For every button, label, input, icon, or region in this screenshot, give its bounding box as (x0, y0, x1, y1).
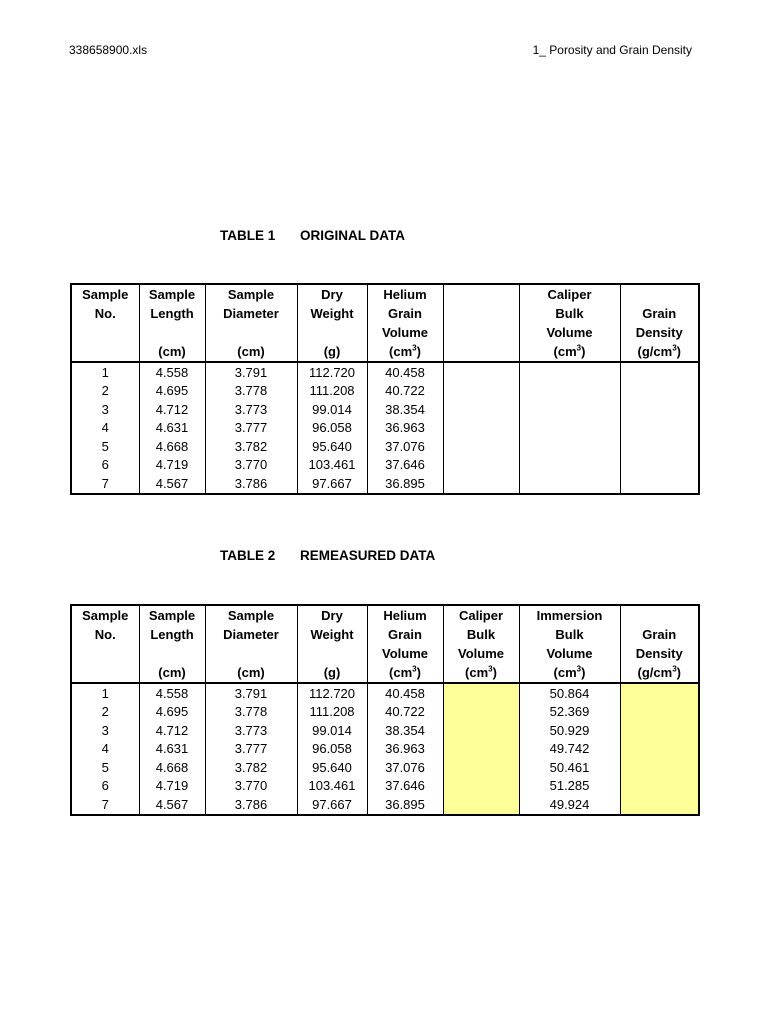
table1-header-cell (367, 284, 443, 343)
table1-cell: 3.773 (205, 400, 297, 419)
table2-header-line: Grain (642, 626, 677, 642)
table2-row (71, 721, 699, 740)
table2-header-line: Sample (148, 608, 196, 623)
table1-header-line: Density (635, 324, 683, 340)
table2-cell: 49.924 (519, 795, 620, 815)
table1-unit-cell (297, 343, 367, 362)
table2-title: REMEASURED DATA (300, 548, 436, 563)
table2-cell: 40.458 (367, 683, 443, 703)
table2-cell: 3.777 (205, 740, 297, 759)
table2-header-line: Helium (383, 608, 427, 623)
table2-unit-close: ) (676, 665, 681, 680)
table1-row (71, 362, 699, 382)
table2-unit-cell (297, 664, 367, 683)
table1-header-cell (443, 284, 519, 343)
table2-cell: 40.722 (367, 703, 443, 722)
table1-cell: 4 (71, 419, 139, 438)
table1-unit-cell (139, 343, 205, 362)
table2-header-cell (620, 605, 699, 664)
table1-unit: (cm (389, 344, 413, 359)
table1-unit-cell (620, 343, 699, 362)
table2-row (71, 777, 699, 796)
table1-cell: 37.646 (367, 456, 443, 475)
table2-header-line: Sample (82, 608, 129, 623)
table2-header-cell (205, 605, 297, 664)
table1-cell (620, 362, 699, 382)
table2-cell: 111.208 (297, 703, 367, 722)
table1-cell: 4.567 (139, 474, 205, 494)
table1-unit-cell (519, 343, 620, 362)
table1-cell (443, 456, 519, 475)
table1 (70, 283, 700, 495)
table1-cell (519, 456, 620, 475)
table1-row (71, 474, 699, 494)
table1-header-cell (71, 284, 139, 343)
table1-header-line (444, 324, 519, 343)
table1-cell (443, 474, 519, 494)
table2-header-line: Diameter (223, 626, 279, 642)
table1-cell: 4.668 (139, 437, 205, 456)
table1-cell: 38.354 (367, 400, 443, 419)
table1-header-line: Volume (382, 324, 428, 340)
table2-cell: 50.864 (519, 683, 620, 703)
table2-cell: 112.720 (297, 683, 367, 703)
table2-unit-cell (620, 664, 699, 683)
table1-header-line (72, 324, 139, 343)
table2-header-line: Weight (310, 626, 354, 642)
table1-cell: 1 (71, 362, 139, 382)
table2-number: TABLE 2 (220, 548, 276, 563)
table2-row (71, 703, 699, 722)
table2-header-line (621, 607, 699, 626)
table1-header-cell (205, 284, 297, 343)
table2-cell: 6 (71, 777, 139, 796)
table1-row (71, 419, 699, 438)
table2-unit: (cm (389, 665, 413, 680)
table2-cell: 37.076 (367, 758, 443, 777)
table2-cell: 5 (71, 758, 139, 777)
table2-unit-cell (71, 664, 139, 683)
table1-cell: 3.778 (205, 382, 297, 401)
table1-cell (443, 382, 519, 401)
table2-cell: 36.895 (367, 795, 443, 815)
table1-header-line: Helium (383, 287, 427, 302)
table1-unit-cell (71, 343, 139, 362)
table1-header-line: Volume (546, 324, 593, 340)
table1-header-line (298, 324, 367, 343)
table1-row (71, 437, 699, 456)
table2-cell (443, 683, 519, 703)
table2-unit: (cm) (237, 665, 265, 680)
table2-cell: 4.719 (139, 777, 205, 796)
table1-header-cell (139, 284, 205, 343)
table1-cell: 7 (71, 474, 139, 494)
table2-cell: 38.354 (367, 721, 443, 740)
table1-cell (620, 382, 699, 401)
table1-cell (519, 382, 620, 401)
table1-row (71, 456, 699, 475)
table2-cell: 97.667 (297, 795, 367, 815)
table1-cell: 3.782 (205, 437, 297, 456)
table2-header-line: Volume (382, 645, 428, 661)
table1-cell: 40.722 (367, 382, 443, 401)
table1-header-line (206, 324, 297, 343)
table1-unit: (cm) (158, 344, 186, 359)
table1-unit-cell (443, 343, 519, 362)
table1-cell: 4.712 (139, 400, 205, 419)
table1-cell: 4.695 (139, 382, 205, 401)
table1-cell: 95.640 (297, 437, 367, 456)
table2-cell: 3.782 (205, 758, 297, 777)
table1-header-line: Weight (310, 305, 354, 321)
table2-unit-cell (367, 664, 443, 683)
table2-cell: 4 (71, 740, 139, 759)
table2-header-cell (139, 605, 205, 664)
table1-unit: (g) (323, 344, 341, 359)
table1-cell: 36.895 (367, 474, 443, 494)
table1-cell: 111.208 (297, 382, 367, 401)
table2-cell: 96.058 (297, 740, 367, 759)
table1-cell: 3.777 (205, 419, 297, 438)
table1-cell: 6 (71, 456, 139, 475)
table2-cell: 4.668 (139, 758, 205, 777)
table1-header-cell (519, 284, 620, 343)
table1-cell (443, 362, 519, 382)
table1-header-line: Sample (82, 287, 129, 302)
table2-unit-exponent: 3 (672, 664, 677, 674)
table1-row (71, 400, 699, 419)
table2-header-line: No. (94, 626, 116, 642)
table2-cell: 95.640 (297, 758, 367, 777)
table2-cell: 49.742 (519, 740, 620, 759)
table1-header-line: Grain (388, 305, 422, 321)
table2-cell: 4.695 (139, 703, 205, 722)
table2-header-cell (367, 605, 443, 664)
table1-unit-cell (367, 343, 443, 362)
table2-unit: (cm (553, 665, 577, 680)
table2-header-cell (297, 605, 367, 664)
table1-cell: 3.791 (205, 362, 297, 382)
table2-unit-exponent: 3 (576, 664, 582, 674)
table1-cell (519, 474, 620, 494)
table2-row (71, 758, 699, 777)
table1-header-line: Bulk (555, 305, 584, 321)
table1-cell: 99.014 (297, 400, 367, 419)
table2-cell: 3.778 (205, 703, 297, 722)
table2-cell: 99.014 (297, 721, 367, 740)
table1-cell (620, 400, 699, 419)
table2-cell (620, 795, 699, 815)
table1-unit-close: ) (581, 344, 586, 359)
table2-cell (443, 795, 519, 815)
table1-header-line: Dry (321, 287, 343, 302)
table2-header-line: Volume (458, 645, 504, 661)
table2-unit: (cm) (158, 665, 186, 680)
table1-unit-cell (205, 343, 297, 362)
table2-header-line: Dry (321, 608, 343, 623)
table2-header-line: Caliper (458, 608, 504, 623)
table2-cell: 50.461 (519, 758, 620, 777)
table2-cell: 4.567 (139, 795, 205, 815)
table1-header-line: Sample (148, 287, 196, 302)
table1-header-line: Grain (642, 305, 677, 321)
table1-cell: 37.076 (367, 437, 443, 456)
table2-unit-close: ) (581, 665, 586, 680)
table2-cell (620, 740, 699, 759)
table2-header-cell (443, 605, 519, 664)
sheet-name: 1_ Porosity and Grain Density (532, 43, 692, 57)
table2-caption (220, 548, 435, 563)
table2-cell: 103.461 (297, 777, 367, 796)
table2-cell: 3.786 (205, 795, 297, 815)
table1-cell: 5 (71, 437, 139, 456)
table2-cell: 37.646 (367, 777, 443, 796)
table1-cell: 3.770 (205, 456, 297, 475)
table2-header-line (72, 645, 139, 664)
table1-cell: 4.719 (139, 456, 205, 475)
table1-unit-close: ) (676, 344, 681, 359)
table2-row (71, 740, 699, 759)
table2-header-line: Immersion (536, 608, 603, 623)
table1-unit-exponent: 3 (412, 343, 417, 353)
document-filename: 338658900.xls (69, 43, 148, 57)
table1-cell: 112.720 (297, 362, 367, 382)
table2-cell (620, 721, 699, 740)
table2-unit-cell (443, 664, 519, 683)
table2-cell: 4.712 (139, 721, 205, 740)
table1-unit-exponent: 3 (672, 343, 677, 353)
table2-cell: 52.369 (519, 703, 620, 722)
table1-number: TABLE 1 (220, 228, 276, 243)
table2-header-line: Density (635, 645, 683, 661)
table2-unit: (g) (323, 665, 341, 680)
table1-cell: 103.461 (297, 456, 367, 475)
table2-cell (443, 703, 519, 722)
table2-unit: (g/cm (637, 665, 673, 680)
table1-unit: (cm) (237, 344, 265, 359)
table2-cell: 4.631 (139, 740, 205, 759)
table1-header-line (444, 286, 519, 305)
table1-header-line: Length (150, 305, 194, 321)
table2-header-cell (71, 605, 139, 664)
table1-cell (620, 456, 699, 475)
table2-cell (620, 703, 699, 722)
table1-cell (620, 419, 699, 438)
table1-header-line: Diameter (223, 305, 279, 321)
table1-unit-exponent: 3 (576, 343, 582, 353)
table2-header-line: Grain (388, 626, 422, 642)
table2-unit-close: ) (416, 665, 421, 680)
table2-cell (443, 721, 519, 740)
table1-cell (620, 437, 699, 456)
table1-cell: 4.558 (139, 362, 205, 382)
table1-cell: 97.667 (297, 474, 367, 494)
table1-cell: 3.786 (205, 474, 297, 494)
table1-header-line: Caliper (547, 287, 592, 302)
table2-unit-exponent: 3 (488, 664, 493, 674)
table1-cell (443, 400, 519, 419)
table1-header-cell (620, 284, 699, 343)
table2-cell (443, 758, 519, 777)
table2-cell (620, 758, 699, 777)
table1-cell (519, 362, 620, 382)
table1-cell (519, 400, 620, 419)
table1-cell: 96.058 (297, 419, 367, 438)
table1-unit-close: ) (416, 344, 421, 359)
table1-cell (620, 474, 699, 494)
table1-cell (519, 437, 620, 456)
table2-header-line (298, 645, 367, 664)
table2-unit-exponent: 3 (412, 664, 417, 674)
table2-cell: 1 (71, 683, 139, 703)
table1-header-line: No. (94, 305, 116, 321)
table1-header-line: Sample (227, 287, 275, 302)
table1-caption (220, 228, 405, 243)
table2-cell: 3.791 (205, 683, 297, 703)
table1-header-cell (297, 284, 367, 343)
table1-cell (443, 419, 519, 438)
table1-title: ORIGINAL DATA (300, 228, 405, 243)
table2-row (71, 683, 699, 703)
table1-cell: 4.631 (139, 419, 205, 438)
table2-unit: (cm (465, 665, 489, 680)
table2-cell: 51.285 (519, 777, 620, 796)
table1-unit: (cm (553, 344, 577, 359)
table2-header-line (206, 645, 297, 664)
table2-unit-cell (519, 664, 620, 683)
table2-cell: 36.963 (367, 740, 443, 759)
table2-header-line: Bulk (555, 626, 584, 642)
table2-cell (620, 777, 699, 796)
table2-unit-cell (139, 664, 205, 683)
table2-header-line: Bulk (466, 626, 496, 642)
table1-cell (519, 419, 620, 438)
table1-row (71, 382, 699, 401)
table1-header-line (140, 324, 205, 343)
table1-header-line (621, 286, 699, 305)
table2-header-line (140, 645, 205, 664)
table1-cell: 36.963 (367, 419, 443, 438)
table1-cell: 40.458 (367, 362, 443, 382)
table2 (70, 604, 700, 816)
table2-header-cell (519, 605, 620, 664)
table2-row (71, 795, 699, 815)
table2-header-line: Volume (546, 645, 593, 661)
table2-header-line: Sample (227, 608, 275, 623)
table2-cell: 3.773 (205, 721, 297, 740)
table1-cell: 2 (71, 382, 139, 401)
table2-cell: 2 (71, 703, 139, 722)
table2-cell: 7 (71, 795, 139, 815)
table2-cell (620, 683, 699, 703)
table1-cell: 3 (71, 400, 139, 419)
table2-cell: 3 (71, 721, 139, 740)
table1-unit: (g/cm (637, 344, 673, 359)
table2-header-line: Length (150, 626, 194, 642)
table1-header-line (444, 305, 519, 324)
table2-unit-cell (205, 664, 297, 683)
table2-cell: 3.770 (205, 777, 297, 796)
table2-cell: 4.558 (139, 683, 205, 703)
table2-cell (443, 740, 519, 759)
table2-cell (443, 777, 519, 796)
table1-cell (443, 437, 519, 456)
table2-unit-close: ) (492, 665, 497, 680)
table2-cell: 50.929 (519, 721, 620, 740)
